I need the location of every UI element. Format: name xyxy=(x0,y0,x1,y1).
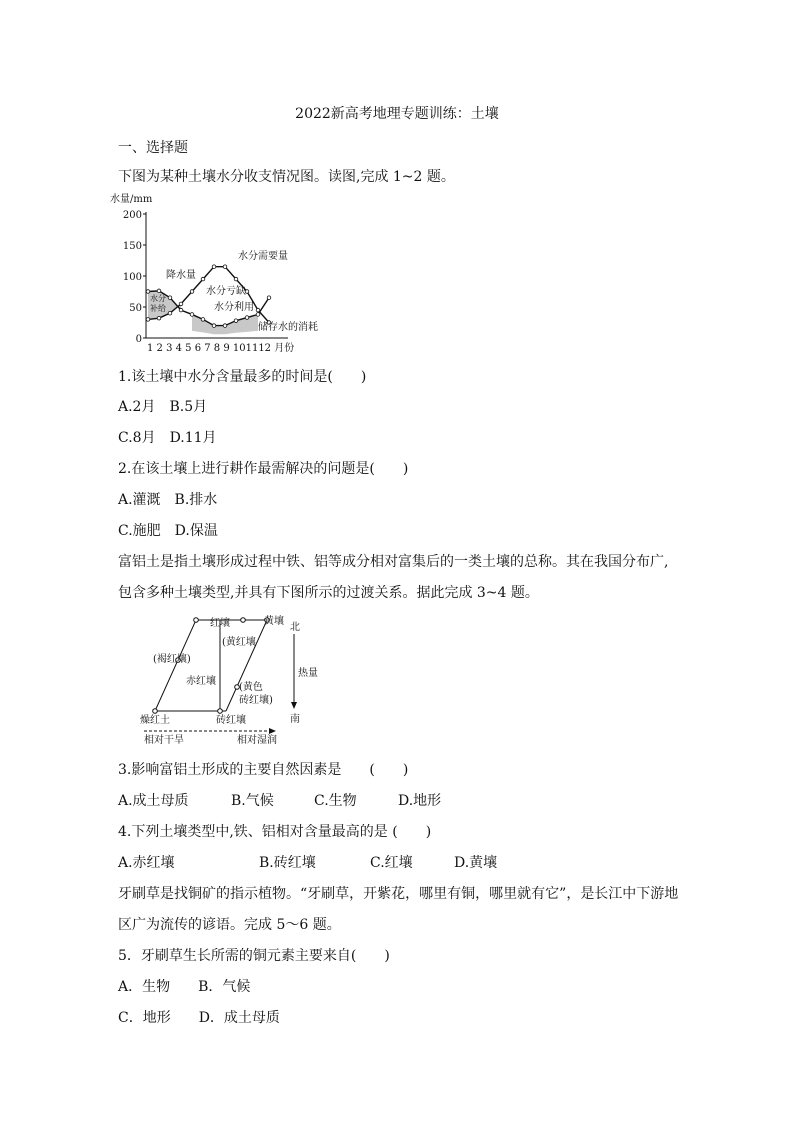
intro-text-1: 下图为某种土壤水分收支情况图。读图,完成 1~2 题。 xyxy=(118,169,455,185)
series-2-point xyxy=(157,316,161,320)
series-1-point xyxy=(267,296,271,300)
label-ganhan: 相对干旱 xyxy=(144,735,184,746)
label-bei: 北 xyxy=(290,622,300,633)
node-hongrang xyxy=(194,618,199,623)
question-1-options-a: A.2月 B.5月 xyxy=(118,399,208,415)
section-heading: 一、选择题 xyxy=(118,140,188,156)
label-shirun: 相对湿润 xyxy=(237,735,277,746)
x-tick-labels: 1 2 3 4 5 6 7 8 9 101112 月份 xyxy=(147,343,295,354)
annotation-utilization: 水分利用 xyxy=(214,302,254,313)
question-2: 2.在该土壤上进行耕作最需解决的问题是( ) xyxy=(118,461,409,477)
y-tick-label: 200 xyxy=(122,210,142,221)
y-tick-label: 50 xyxy=(129,303,142,314)
series-1-point xyxy=(190,313,194,317)
question-2-options-a: A.灌溉 B.排水 xyxy=(118,492,218,508)
node-zaohongtu xyxy=(153,709,158,714)
label-huangse-1: (黄色 xyxy=(239,682,263,693)
annotation-precipitation: 降水量 xyxy=(166,270,196,281)
heat-arrow-head xyxy=(291,702,297,709)
annotation-storage-consumption: 储存水的消耗 xyxy=(258,322,318,333)
series-1-point xyxy=(256,313,260,317)
q3-option-b: B.气候 xyxy=(231,793,274,809)
label-hehongrang: (褐红壤) xyxy=(153,654,191,665)
series-1-point xyxy=(201,318,205,322)
annotation-recharge: 补给 xyxy=(150,304,166,313)
series-1-point xyxy=(223,324,227,328)
y-tick-label: 100 xyxy=(122,272,142,283)
q4-option-b: B.砖红壤 xyxy=(259,855,316,871)
label-nan: 南 xyxy=(290,714,300,725)
document-title: 2022新高考地理专题训练：土壤 xyxy=(295,106,499,122)
series-2-point xyxy=(234,277,238,281)
question-4: 4.下列土壤类型中,铁、铝相对含量最高的是 ( ) xyxy=(118,824,432,840)
y-tick-label: 0 xyxy=(135,334,142,345)
series-2-point xyxy=(168,311,172,315)
series-1-point xyxy=(146,290,150,294)
series-2-point xyxy=(190,290,194,294)
q3-option-c: C.生物 xyxy=(314,793,357,809)
label-huangrang: 黄壤 xyxy=(264,616,284,627)
q3-option-d: D.地形 xyxy=(398,793,442,809)
node-huanghongrang xyxy=(241,618,246,623)
question-2-options-b: C.施肥 D.保温 xyxy=(118,523,218,539)
series-2-point xyxy=(256,308,260,312)
label-hongrang: 红壤 xyxy=(210,618,230,629)
annotation-water-need: 水分需要量 xyxy=(238,251,288,262)
label-huanghongrang: (黄红壤 xyxy=(222,637,256,648)
q4-option-d: D.黄壤 xyxy=(454,855,498,871)
series-1-point xyxy=(212,324,216,328)
series-2-point xyxy=(179,302,183,306)
annotation-water: 水分 xyxy=(150,294,166,303)
series-2-point xyxy=(223,265,227,269)
label-chihongrang: 赤红壤 xyxy=(186,676,216,687)
paragraph-2-line-2: 包含多种土壤类型,并具有下图所示的过渡关系。据此完成 3~4 题。 xyxy=(118,585,539,601)
water-balance-chart xyxy=(110,190,360,355)
y-axis-label: 水量/mm xyxy=(110,194,153,205)
series-1-point xyxy=(179,308,183,312)
moisture-arrow-head xyxy=(269,728,276,734)
label-reliang: 热量 xyxy=(298,668,318,679)
label-huangse-2: 砖红壤) xyxy=(239,695,273,706)
question-5: 5．牙刷草生长所需的铜元素主要来自( ) xyxy=(118,948,390,964)
q3-option-a: A.成土母质 xyxy=(118,793,189,809)
series-1-point xyxy=(168,296,172,300)
series-2-point xyxy=(146,318,150,322)
diagram-left-edge xyxy=(155,620,196,711)
series-1-point xyxy=(245,316,249,320)
question-1: 1.该土壤中水分含量最多的时间是( ) xyxy=(118,369,367,385)
question-5-options-b: C．地形 D．成土母质 xyxy=(118,1010,280,1026)
question-3: 3.影响富铝土形成的主要自然因素是 ( ) xyxy=(118,762,409,778)
q4-option-a: A.赤红壤 xyxy=(118,855,175,871)
question-1-options-b: C.8月 D.11月 xyxy=(118,430,217,446)
paragraph-3-line-1: 牙刷草是找铜矿的指示植物。“牙刷草，开紫花，哪里有铜，哪里就有它”，是长江中下游地 xyxy=(118,886,679,902)
question-5-options-a: A．生物 B．气候 xyxy=(118,979,251,995)
series-1-point xyxy=(234,319,238,323)
soil-transition-diagram xyxy=(135,612,335,752)
label-zhuanhongrang: 砖红壤 xyxy=(216,715,246,726)
q4-option-c: C.红壤 xyxy=(370,855,413,871)
y-tick-label: 150 xyxy=(122,241,142,252)
annotation-deficit: 水分亏缺 xyxy=(206,286,246,297)
label-zaohongtu: 燥红土 xyxy=(140,715,170,726)
paragraph-3-line-2: 区广为流传的谚语。完成 5～6 题。 xyxy=(118,917,341,933)
series-1-point xyxy=(157,289,161,293)
series-2-point xyxy=(212,265,216,269)
series-2-point xyxy=(201,277,205,281)
node-zhuanhongrang xyxy=(218,709,223,714)
paragraph-2-line-1: 富铝土是指土壤形成过程中铁、铝等成分相对富集后的一类土壤的总称。其在我国分布广, xyxy=(118,554,669,570)
